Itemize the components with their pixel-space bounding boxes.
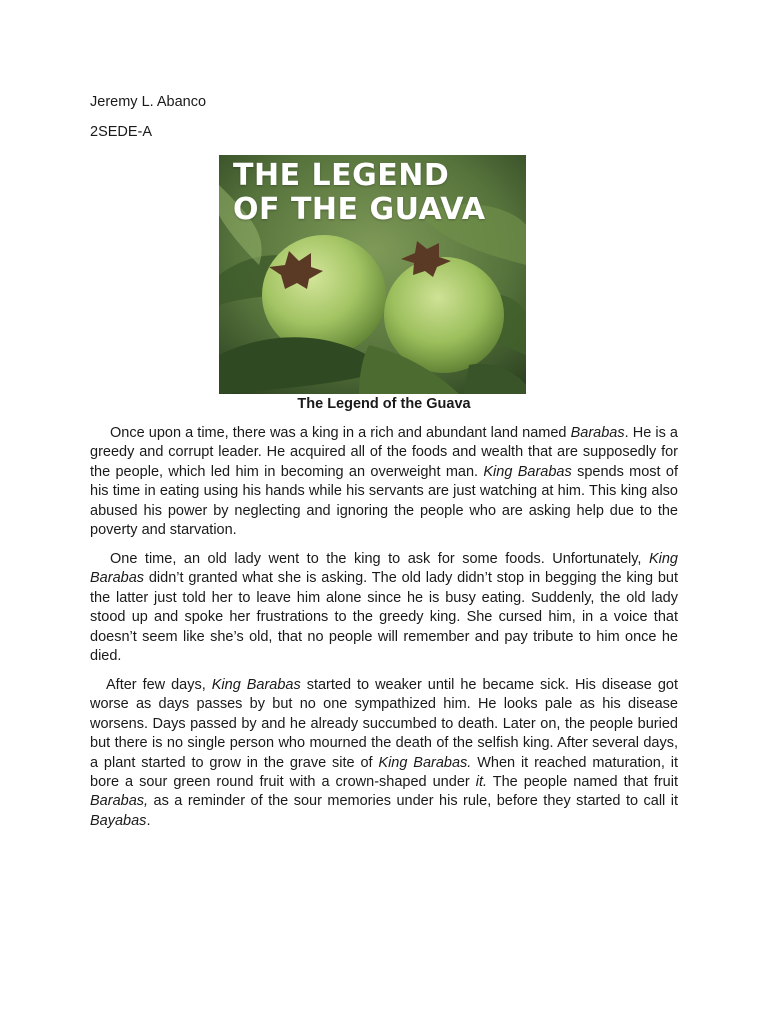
text-run: . [146, 812, 151, 829]
image-title-line-1: THE LEGEND [233, 158, 450, 193]
author-name: Jeremy L. Abanco [90, 94, 207, 110]
italic-text: Barabas, [90, 793, 149, 810]
italic-text: King Barabas [90, 551, 678, 587]
class-section: 2SEDE-A [90, 124, 153, 140]
italic-text: Barabas [570, 425, 625, 441]
story-paragraph-3 [90, 676, 678, 831]
italic-text: Bayabas [90, 812, 147, 829]
image-title-line-2: OF THE GUAVA [233, 192, 486, 227]
image-title [233, 159, 486, 227]
story-paragraph-1 [90, 424, 678, 540]
text-run: . He is a greedy and corrupt leader. He acquired all of the foods and wealth that are supposedly for the people, which led him in becoming an overweight man. [90, 425, 679, 480]
italic-text: it. [475, 774, 487, 791]
text-run: started to weaker until he became sick. His disease got worse as days passes by but no one sympathized him. He looks pale as his disease worsens. Days passed by and he already succumbed to death. Later on, the people buried but there is no single person who mourned the death of the selfish king. After several days, a plant started to grow in the grave site of [90, 677, 678, 771]
text-run: One time, an old lady went to the king to ask for some foods. Unfortunately, [110, 551, 649, 567]
text-run: When it reached maturation, it bore a sour green round fruit with a crown-shaped under [90, 754, 678, 791]
guava-cover-image [219, 155, 526, 394]
text-run: The people named that fruit [487, 774, 678, 791]
italic-text: King Barabas [483, 463, 572, 480]
italic-text: King Barabas. [378, 754, 472, 771]
text-run: Once upon a time, there was a king in a rich and abundant land named [110, 425, 571, 441]
italic-text: King Barabas [211, 677, 301, 693]
story-paragraph-2 [90, 550, 678, 666]
text-run: After few days, [106, 677, 212, 693]
image-caption: The Legend of the Guava [297, 396, 471, 412]
text-run: didn’t granted what she is asking. The old lady didn’t stop in begging the king but the latter just told her to leave him alone since he is busy eating. Suddenly, the old lady stood up and spoke her frustrations to the greedy king. She cursed him, in a voice that doesn’t seem like she’s old, that no people will remember and pay tribute to him once he died. [90, 570, 678, 665]
text-run: as a reminder of the sour memories under his rule, before they started to call it [148, 793, 678, 810]
text-run: spends most of his time in eating using his hands while his servants are just watching at him. This king also abused his power by neglecting and ignoring the people who are asking help due to the poverty and starvation. [90, 463, 678, 539]
